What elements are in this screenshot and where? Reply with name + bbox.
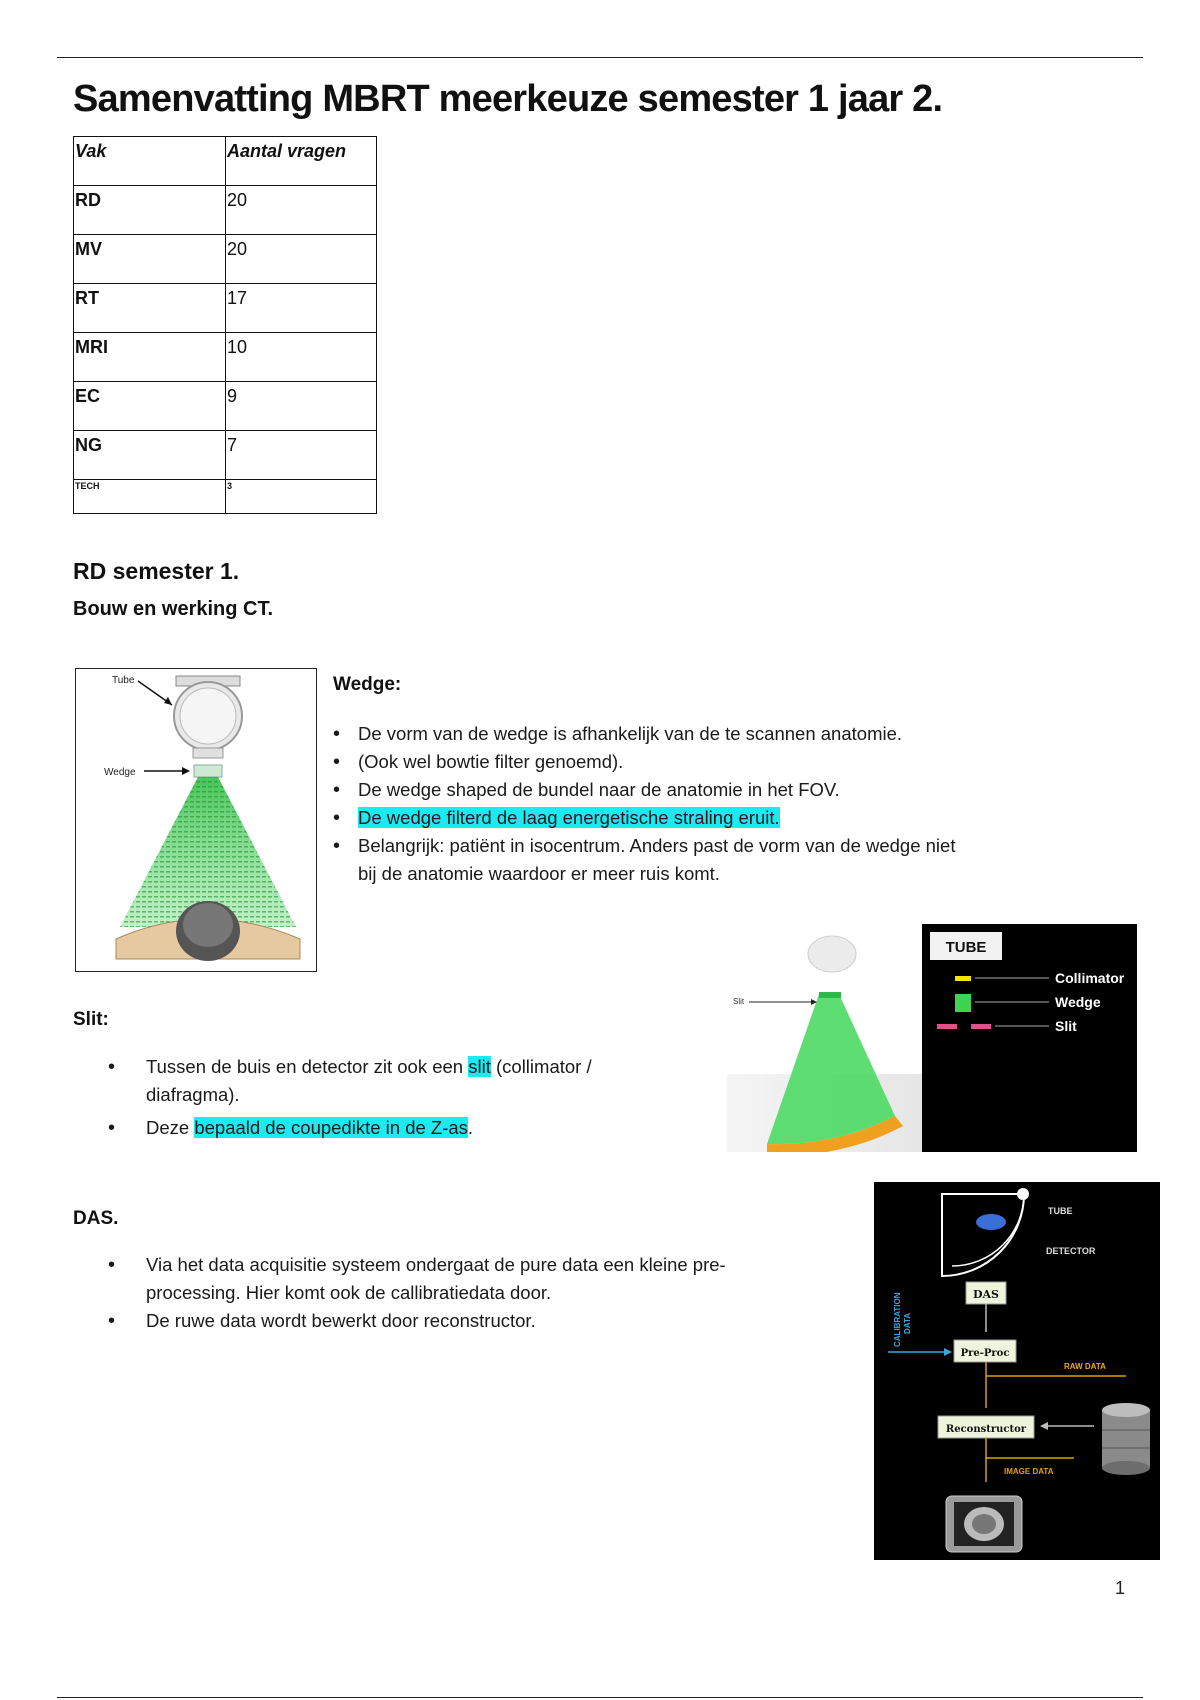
slit-arrow-label: Slit: [733, 997, 745, 1006]
cell-vak: MRI: [74, 333, 226, 382]
das-heading: DAS.: [73, 1208, 119, 1229]
cell-vak: TECH: [74, 480, 226, 514]
legend-collimator-swatch: [955, 976, 971, 981]
header-rule: [57, 57, 1143, 58]
tube-point: [1017, 1188, 1029, 1200]
rd-semester-heading: RD semester 1.: [73, 558, 240, 584]
list-item: • Belangrijk: patiënt in isocentrum. Anders past de vorm van de wedge niet bij de anatomie waardoor er meer ruis komt.: [333, 832, 973, 888]
footer-rule: [57, 1697, 1143, 1698]
list-item: [108, 1053, 668, 1109]
calibration-arrowhead: [944, 1348, 952, 1356]
cell-vak: NG: [74, 431, 226, 480]
table-row: [74, 333, 377, 382]
text-run: Deze: [146, 1117, 195, 1138]
wedge-label: Wedge: [104, 767, 136, 778]
storage-arrowhead: [1040, 1422, 1048, 1430]
question-count-table: [73, 136, 377, 514]
list-item: • (Ook wel bowtie filter genoemd).: [333, 748, 973, 776]
table-row: [74, 382, 377, 431]
detector-arc-inner: [952, 1194, 1024, 1266]
list-item: • De wedge shaped de bundel naar de anatomie in het FOV.: [333, 776, 973, 804]
table-row: [74, 235, 377, 284]
list-item: [333, 804, 973, 832]
tube-label: Tube: [112, 675, 135, 686]
cell-vak: RT: [74, 284, 226, 333]
storage-top: [1102, 1403, 1150, 1417]
text-run: .: [467, 1117, 474, 1138]
slit-tube: [808, 936, 856, 972]
image-data-label: IMAGE DATA: [1004, 1467, 1054, 1476]
cell-aantal: 9: [226, 382, 377, 431]
legend-slit-swatch-right: [971, 1024, 991, 1029]
slit-diagram: [727, 924, 1137, 1152]
das-tube-label: TUBE: [1048, 1206, 1073, 1216]
wedge-filter: [194, 765, 222, 777]
wedge-bullet-list: [333, 720, 973, 888]
legend-wedge-swatch: [955, 994, 971, 1012]
cell-aantal: 20: [226, 235, 377, 284]
das-box-label: DAS: [972, 1288, 1000, 1301]
highlighted-text: slit: [468, 1056, 491, 1077]
calibration-label: CALIBRATION: [893, 1292, 902, 1347]
das-bullet-list: [108, 1251, 808, 1335]
table-row: [74, 186, 377, 235]
list-item: • De vorm van de wedge is afhankelijk van de te scannen anatomie.: [333, 720, 973, 748]
cell-vak: MV: [74, 235, 226, 284]
text-run: (collimator / diafragma).: [146, 1056, 592, 1105]
cell-aantal: 10: [226, 333, 377, 382]
patient-ellipse: [976, 1214, 1006, 1230]
das-detector-label: DETECTOR: [1046, 1246, 1096, 1256]
cell-aantal: 7: [226, 431, 377, 480]
slit-bullet-list: [108, 1053, 668, 1147]
table-header-row: [74, 137, 377, 186]
cell-aantal: 3: [226, 480, 377, 514]
cell-aantal: 17: [226, 284, 377, 333]
tube-port: [193, 748, 223, 758]
slit-aperture: [819, 992, 841, 998]
text-run: Tussen de buis en detector zit ook een: [146, 1056, 469, 1077]
das-pipeline-svg: [874, 1182, 1160, 1560]
wedge-heading: Wedge:: [333, 674, 402, 695]
table-row: [74, 431, 377, 480]
legend-slit-swatch-left: [937, 1024, 957, 1029]
preproc-box-label: Pre-Proc: [960, 1348, 1010, 1359]
table-row: [74, 480, 377, 514]
calibration-data-label: DATA: [903, 1312, 912, 1334]
cell-vak: EC: [74, 382, 226, 431]
legend-tube-label: TUBE: [945, 939, 987, 956]
list-item: • De ruwe data wordt bewerkt door reconstructor.: [108, 1307, 808, 1335]
table-row: [74, 284, 377, 333]
bouw-werking-heading: Bouw en werking CT.: [73, 598, 274, 620]
legend-collimator-label: Collimator: [1055, 970, 1125, 986]
legend-wedge-label: Wedge: [1055, 994, 1101, 1010]
ct-slice-inner: [972, 1514, 996, 1534]
slit-heading: Slit:: [73, 1009, 109, 1030]
document-title: Samenvatting MBRT meerkeuze semester 1 jaar 2.: [73, 78, 943, 120]
highlighted-text: bepaald de coupedikte in de Z-as: [194, 1117, 468, 1138]
slit-diagram-svg: [727, 924, 1137, 1152]
header-aantal-vragen: Aantal vragen: [226, 137, 377, 186]
list-item: • Via het data acquisitie systeem ondergaat de pure data een kleine pre-processing. Hier komt ook de callibratiedata door.: [108, 1251, 808, 1307]
cell-vak: RD: [74, 186, 226, 235]
wedge-diagram-svg: [76, 669, 316, 971]
das-pipeline-diagram: [874, 1182, 1160, 1560]
legend-slit-label: Slit: [1055, 1018, 1077, 1034]
patient-hair: [183, 903, 233, 947]
highlighted-text: De wedge filterd de laag energetische straling eruit.: [358, 807, 780, 828]
page-number: 1: [1115, 1578, 1126, 1598]
storage-bottom: [1102, 1461, 1150, 1475]
list-item: [108, 1114, 668, 1142]
reconstructor-box-label: Reconstructor: [945, 1424, 1027, 1435]
cell-aantal: 20: [226, 186, 377, 235]
wedge-diagram: [75, 668, 317, 972]
header-vak: Vak: [74, 137, 226, 186]
storage-body: [1102, 1410, 1150, 1468]
wedge-arrowhead: [182, 767, 190, 775]
raw-data-label: RAW DATA: [1064, 1362, 1106, 1371]
tube-inner: [180, 688, 236, 744]
